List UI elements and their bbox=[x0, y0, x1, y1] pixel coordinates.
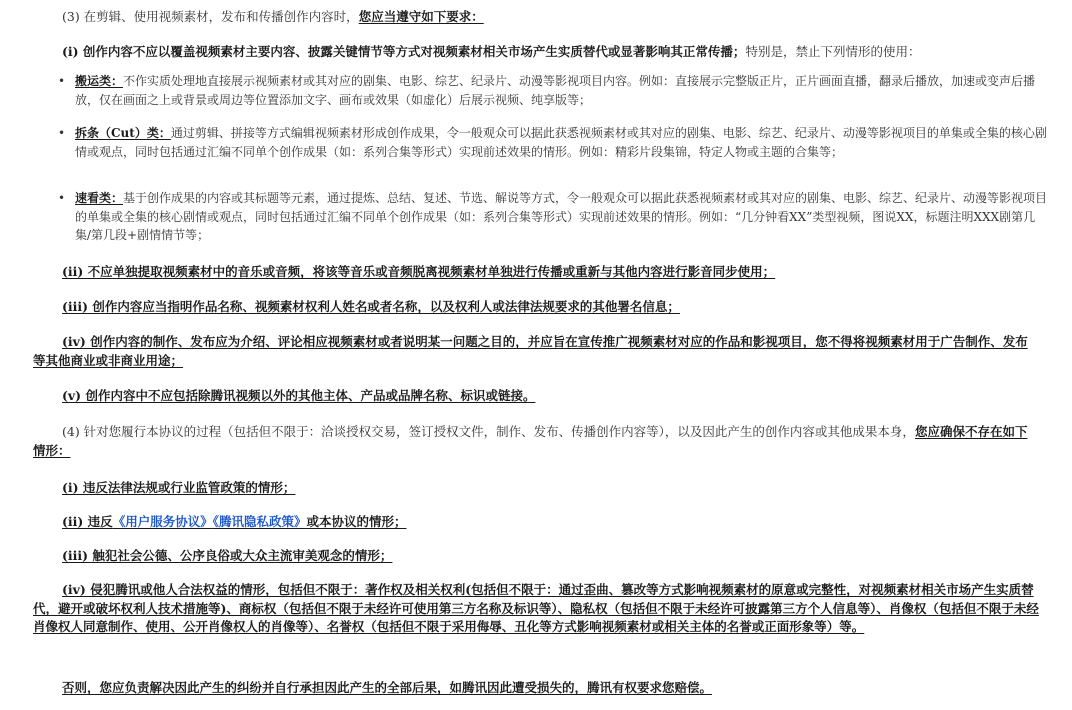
s4-clause-ii-post: 或本协议的情形； bbox=[306, 514, 407, 529]
bullet-term: 搬运类： bbox=[75, 74, 124, 88]
s4-clause-iv: (iv) 侵犯腾讯或他人合法权益的情形，包括但不限于：著作权及相关权利(包括但不限于：通过歪曲、篡改等方式影响视频素材的原意或完整性，对视频素材相关市场产生实质替代，避开或破坏权利人技术措施等)、商标权（包括但不限于未经许可使用第三方名称及标识等）、隐私权（包括但不限于未经许可披露第三方个人信息等）、肖像权（包括但不限于未经肖像权人同意制作、使用、公开肖像权人的肖像等）、名誉权（包括但不限于采用侮辱、丑化等方式影响视频素材或相关主体的名誉或正面形象等）等。 bbox=[33, 582, 1039, 634]
clause-i bbox=[33, 43, 1039, 62]
bullet-text: 通过剪辑、拼接等方式编辑视频素材形成创作成果，令一般观众可以据此获悉视频素材或其对应的剧集、电影、综艺、纪录片、动漫等影视项目的单集或全集的核心剧情或观点，同时包括通过汇编不同单个创作成果（如：系列合集等形式）实现前述效果的情形。例如：精彩片段集锦，特定人物或主题的合集等； bbox=[75, 126, 1047, 159]
bullet-carry bbox=[58, 72, 1049, 109]
bullet-text: 不作实质处理地直接展示视频素材或其对应的剧集、电影、综艺、纪录片、动漫等影视项目内容。例如：直接展示完整版正片，正片画面直播，翻录后播放，加速或变声后播放，仅在画面之上或背景或周边等位置添加文字、画布或效果（如虚化）后展示视频、纯享版等； bbox=[75, 74, 1036, 107]
bullet-cut bbox=[58, 124, 1049, 161]
bullet-dot-icon: • bbox=[58, 126, 66, 140]
bullet-dot-icon: • bbox=[58, 74, 66, 88]
bullet-term: 拆条（Cut）类： bbox=[75, 126, 171, 140]
section-4-paragraph bbox=[33, 423, 1039, 460]
clause-v: (v) 创作内容中不应包括除腾讯视频以外的其他主体、产品或品牌名称、标识或链接。 bbox=[62, 388, 536, 403]
s4-clause-ii bbox=[33, 513, 1039, 532]
user-agreement-link[interactable]: 《用户服务协议》 bbox=[112, 514, 213, 529]
privacy-policy-link[interactable]: 《腾讯隐私政策》 bbox=[212, 514, 307, 529]
section-3-lead: (3) 在剪辑、使用视频素材，发布和传播创作内容时， bbox=[62, 9, 359, 24]
bullet-term: 速看类： bbox=[75, 191, 124, 205]
s4-clause-iii: (iii) 触犯社会公德、公序良俗或大众主流审美观念的情形； bbox=[62, 548, 393, 563]
clause-iii: (iii) 创作内容应当指明作品名称、视频素材权利人姓名或者名称，以及权利人或法律法规要求的其他署名信息； bbox=[62, 299, 680, 314]
section-4-requirement: 您应确保不存在如下情形： bbox=[33, 424, 1028, 458]
clause-iv: (iv) 创作内容的制作、发布应为介绍、评论相应视频素材或者说明某一问题之目的，并应旨在宣传推广视频素材对应的作品和影视项目，您不得将视频素材用于广告制作、发布等其他商业或非商业用途； bbox=[33, 334, 1028, 368]
clause-i-text: (i) 创作内容不应以覆盖视频素材主要内容、披露关键情节等方式对视频素材相关市场产生实质替代或显著影响其正常传播； bbox=[62, 44, 746, 59]
s4-clause-ii-pre: (ii) 违反 bbox=[62, 514, 113, 529]
section-3-requirement: 您应当遵守如下要求： bbox=[358, 9, 484, 24]
bullet-dot-icon: • bbox=[58, 191, 66, 205]
section-4-lead: (4) 针对您履行本协议的过程（包括但不限于：洽谈授权交易，签订授权文件，制作、发布、传播创作内容等），以及因此产生的创作内容或其他成果本身， bbox=[62, 424, 915, 439]
bullet-text: 基于创作成果的内容或其标题等元素，通过提炼、总结、复述、节选、解说等方式，令一般观众可以据此获悉视频素材或其对应的剧集、电影、综艺、纪录片、动漫等影视项目的单集或全集的核心剧情或观点，同时包括通过汇编不同单个创作成果（如：系列合集等形式）实现前述效果的情形。例如：“几分钟看XX”类型视频，图说XX，标题注明XXX剧第几集/第几段+剧情情节等； bbox=[75, 191, 1048, 242]
bullet-quick-view bbox=[58, 189, 1049, 245]
s4-clause-i: (i) 违反法律法规或行业监管政策的情形； bbox=[62, 480, 296, 495]
section-3-paragraph bbox=[33, 8, 1039, 27]
clause-ii: (ii) 不应单独提取视频素材中的音乐或音频，将该等音乐或音频脱离视频素材单独进行传播或重新与其他内容进行影音同步使用； bbox=[62, 264, 776, 279]
closing-paragraph: 否则，您应负责解决因此产生的纠纷并自行承担因此产生的全部后果，如腾讯因此遭受损失的，腾讯有权要求您赔偿。 bbox=[62, 680, 713, 695]
clause-i-tail: 特别是，禁止下列情形的使用： bbox=[745, 44, 921, 59]
